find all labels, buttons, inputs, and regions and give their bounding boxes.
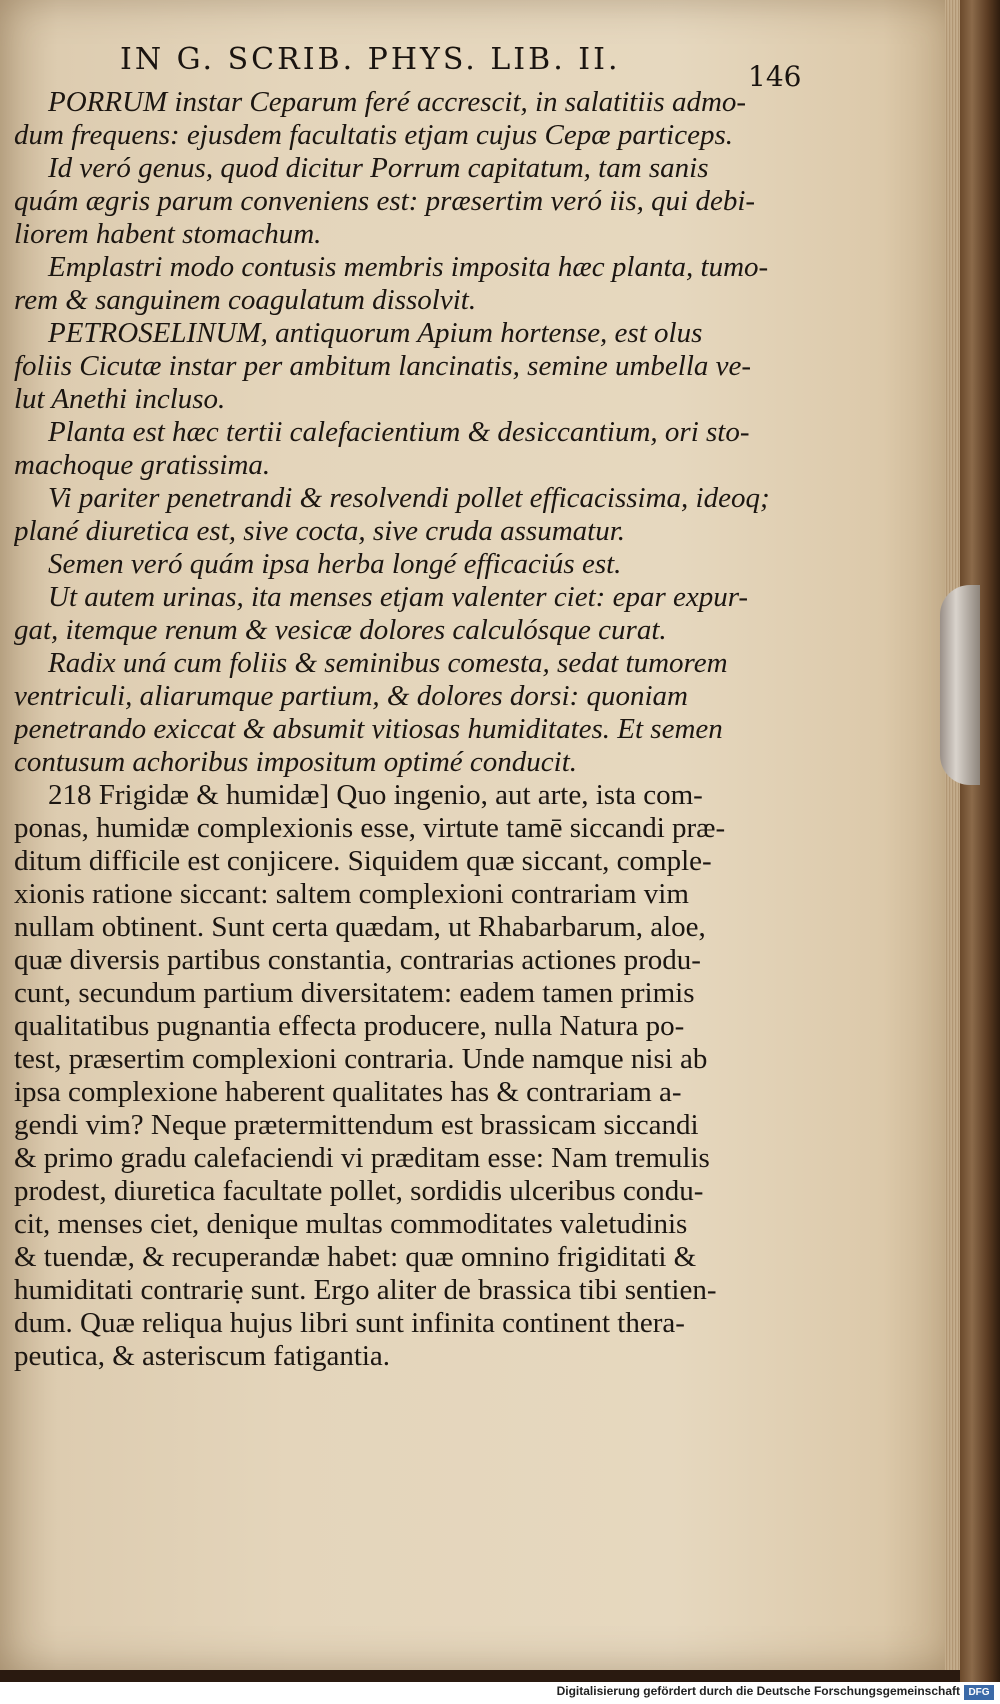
- digitization-footer: [0, 1682, 1000, 1704]
- paragraph: [14, 779, 804, 1373]
- page-text: [14, 86, 804, 1373]
- text-line: Radix uná cum foliis & seminibus comesta, sedat tumorem: [48, 647, 728, 679]
- text-line: quám ægris parum conveniens est: præsertim veró iis, qui debi-: [14, 185, 756, 217]
- text-line: 218 Frigidæ & humidæ] Quo ingenio, aut arte, ista com-: [48, 779, 703, 811]
- dfg-logo: DFG: [964, 1685, 994, 1700]
- text-line: peutica, & asteriscum fatigantia.: [14, 1340, 391, 1372]
- paragraph: [14, 86, 804, 152]
- text-line: Id veró genus, quod dicitur Porrum capitatum, tam sanis: [48, 152, 709, 184]
- text-line: dum frequens: ejusdem facultatis etjam cujus Cepæ particeps.: [14, 119, 733, 151]
- text-line: ipsa complexione haberent qualitates has & contrariam a-: [14, 1076, 682, 1108]
- text-line: cunt, secundum partium diversitatem: eadem tamen primis: [14, 977, 695, 1009]
- text-line: quæ diversis partibus constantia, contrarias actiones produ-: [14, 944, 701, 976]
- book-spine: [960, 0, 1000, 1690]
- text-line: prodest, diuretica facultate pollet, sordidis ulceribus condu-: [14, 1175, 704, 1207]
- paragraph: [14, 152, 804, 251]
- text-line: ponas, humidæ complexionis esse, virtute tamē siccandi præ-: [14, 812, 726, 844]
- paragraph: [14, 416, 804, 482]
- text-line: ditum difficile est conjicere. Siquidem quæ siccant, comple-: [14, 845, 712, 877]
- paragraph: [14, 482, 804, 548]
- text-line: PORRUM instar Ceparum feré accrescit, in salatitiis admo-: [48, 86, 747, 118]
- text-line: contusum achoribus impositum optimé conducit.: [14, 746, 578, 778]
- text-line: penetrando exiccat & absumit vitiosas humiditates. Et semen: [14, 713, 723, 745]
- text-line: Vi pariter penetrandi & resolvendi pollet efficacissima, ideoq;: [48, 482, 770, 514]
- paragraph: [14, 647, 804, 779]
- text-line: Emplastri modo contusis membris imposita hæc planta, tumo-: [48, 251, 769, 283]
- text-line: ventriculi, aliarumque partium, & dolores dorsi: quoniam: [14, 680, 688, 712]
- text-line: Planta est hæc tertii calefacientium & desiccantium, ori sto-: [48, 416, 750, 448]
- paragraph: [14, 548, 804, 581]
- paragraph: [14, 251, 804, 317]
- page-clip: [940, 585, 980, 785]
- text-line: PETROSELINUM, antiquorum Apium hortense, est olus: [48, 317, 703, 349]
- text-line: foliis Cicutæ instar per ambitum lancinatis, semine umbella ve-: [14, 350, 752, 382]
- text-line: cit, menses ciet, denique multas commoditates valetudinis: [14, 1208, 688, 1240]
- text-line: rem & sanguinem coagulatum dissolvit.: [14, 284, 477, 316]
- footer-credit: Digitalisierung gefördert durch die Deutsche Forschungsgemeinschaft: [556, 1684, 960, 1698]
- page-number: 146: [748, 60, 802, 93]
- text-line: lut Anethi incluso.: [14, 383, 226, 415]
- text-line: test, præsertim complexioni contraria. Unde namque nisi ab: [14, 1043, 708, 1075]
- text-line: & primo gradu calefaciendi vi præditam esse: Nam tremulis: [14, 1142, 710, 1174]
- text-line: nullam obtinent. Sunt certa quædam, ut Rhabarbarum, aloe,: [14, 911, 706, 943]
- text-line: qualitatibus pugnantia effecta producere, nulla Natura po-: [14, 1010, 685, 1042]
- text-line: gendi vim? Neque prætermittendum est brassicam siccandi: [14, 1109, 699, 1141]
- text-line: & tuendæ, & recuperandæ habet: quæ omnino frigiditati &: [14, 1241, 697, 1273]
- paragraph: [14, 317, 804, 416]
- page-edges: [945, 0, 960, 1670]
- text-line: dum. Quæ reliqua hujus libri sunt infinita continent thera-: [14, 1307, 685, 1339]
- text-line: xionis ratione siccant: saltem complexioni contrariam vim: [14, 878, 689, 910]
- text-line: Semen veró quám ipsa herba longé efficaciús est.: [48, 548, 622, 580]
- text-line: Ut autem urinas, ita menses etjam valenter ciet: epar expur-: [48, 581, 749, 613]
- text-line: humiditati contrariẹ sunt. Ergo aliter de brassica tibi sentien-: [14, 1274, 717, 1306]
- text-line: machoque gratissima.: [14, 449, 271, 481]
- text-line: liorem habent stomachum.: [14, 218, 322, 250]
- text-line: plané diuretica est, sive cocta, sive cruda assumatur.: [14, 515, 626, 547]
- running-head: IN G. SCRIB. PHYS. LIB. II.: [120, 42, 621, 77]
- paragraph: [14, 581, 804, 647]
- text-line: gat, itemque renum & vesicæ dolores calculósque curat.: [14, 614, 667, 646]
